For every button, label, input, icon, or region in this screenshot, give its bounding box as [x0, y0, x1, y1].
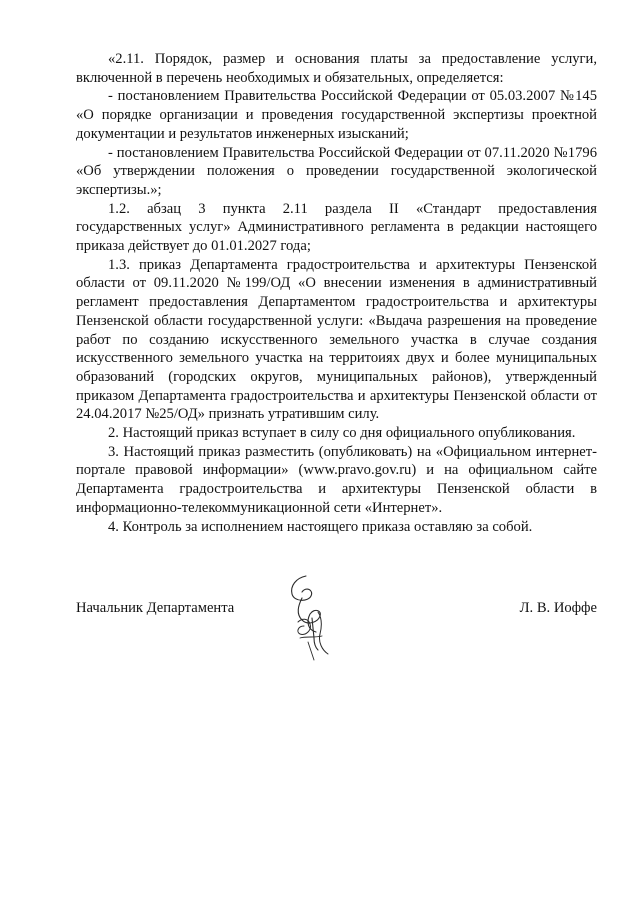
paragraph-2-effective: 2. Настоящий приказ вступает в силу со дня официального опубликования. [108, 425, 576, 442]
document-body [76, 50, 597, 536]
paragraph-2-11: «2.11. Порядок, размер и основания платы за предоставление услуги, включенной в перечень необходимых и обязательных, определяется: [76, 51, 597, 86]
paragraph-decree-145: - постановлением Правительства Российской Федерации от 05.03.2007 №145 «О порядке организации и проведения государственной экспертизы проектной документации и результатов инженерных изысканий; [76, 88, 597, 142]
paragraph-4-control: 4. Контроль за исполнением настоящего приказа оставляю за собой. [108, 518, 533, 535]
paragraph-3-publication: 3. Настоящий приказ разместить (опубликовать) на «Официальном интернет-портале правовой информации» (www.pravo.gov.ru) и на официальном сайте Департамента градостроительства и архитектуры Пензенской области в информационно-телекоммуникационной сети «Интернет». [76, 443, 597, 516]
signatory-title: Начальник Департамента [76, 600, 235, 616]
paragraph-1-2: 1.2. абзац 3 пункта 2.11 раздела II «Стандарт предоставления государственных услуг» Административного регламента в редакции настоящего приказа действует до 01.01.2027 года; [76, 200, 597, 255]
handwritten-signature [278, 572, 346, 664]
signatory-name: Л. В. Иоффе [519, 600, 597, 616]
paragraph-decree-1796: - постановлением Правительства Российской Федерации от 07.11.2020 №1796 «Об утверждении положения о проведении государственной экологической экспертизы.»; [76, 144, 597, 198]
paragraph-1-3: 1.3. приказ Департамента градостроительства и архитектуры Пензенской области от 09.11.2020 №199/ОД «О внесении изменения в административный регламент предоставления Департаментом градостроительства и архитектуры Пензенской области государственной услуги: «Выдача разрешения на проведение работ по созданию искусственного земельного участка в случае создания искусственного земельного участка на территоиях двух и более муниципальных образований (городских округов, муниципальных районов), утвержденный приказом Департамента градостроительства и архитектуры Пензенской области от 24.04.2017 №25/ОД» признать утратившим силу. [76, 256, 597, 423]
